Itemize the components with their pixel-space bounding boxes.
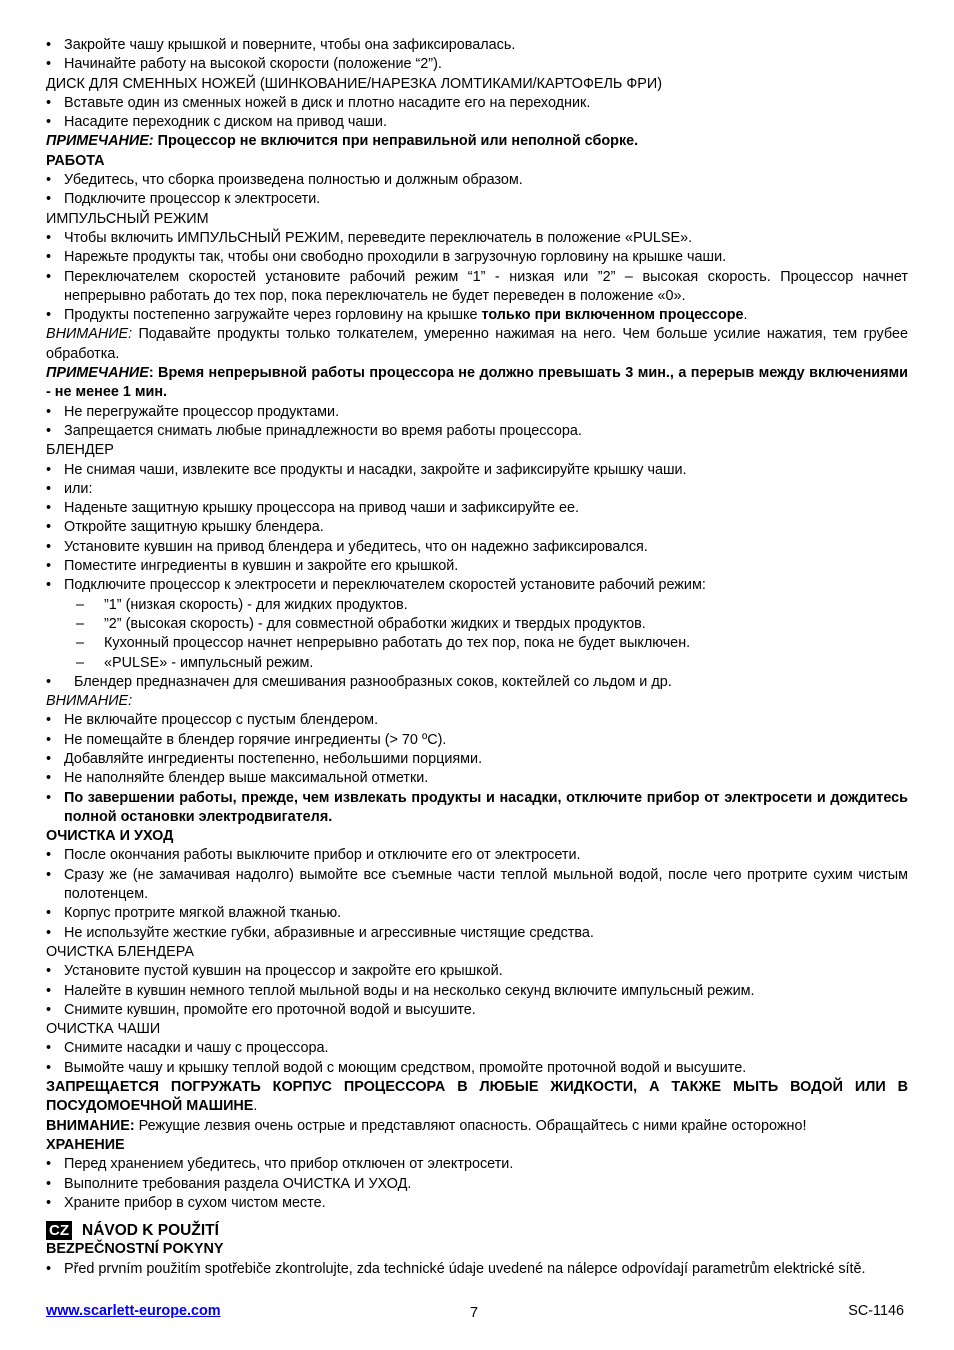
bullet-list-item	[46, 538, 908, 557]
bullet-list-item	[46, 1039, 908, 1058]
text-run: Насадите переходник с диском на привод чаши.	[64, 114, 387, 131]
text-run: или:	[64, 480, 93, 497]
language-badge: CZ	[46, 1221, 72, 1240]
text-line	[46, 827, 908, 846]
bullet-icon: •	[46, 268, 52, 285]
section-spacer	[46, 1213, 908, 1221]
bullet-list-item	[46, 36, 908, 55]
bullet-list-item	[46, 1175, 908, 1194]
bullet-list-item	[46, 789, 908, 828]
text-run: Продукты постепенно загружайте через горловину на крышке	[64, 307, 482, 324]
text-line	[46, 364, 908, 403]
text-run: По завершении работы, прежде, чем извлекать продукты и насадки, отключите прибор от электросети и дождитесь полной остановки электродвигателя.	[64, 789, 908, 825]
text-run: Подавайте продукты только толкателем, умеренно нажимая на него. Чем больше усилие нажатия, тем грубее обработка.	[46, 326, 908, 362]
bullet-icon: •	[46, 789, 52, 806]
model-number: SC-1146	[848, 1303, 904, 1319]
bullet-icon: •	[46, 1156, 52, 1173]
text-run: Добавляйте ингредиенты постепенно, небольшими порциями.	[64, 750, 483, 767]
text-line	[46, 1078, 908, 1117]
text-run: Не включайте процессор с пустым блендером.	[64, 712, 379, 729]
bullet-icon: •	[46, 461, 52, 478]
bullet-list-item	[46, 1260, 908, 1279]
bullet-icon: •	[46, 172, 52, 189]
bullet-icon: •	[46, 307, 52, 324]
dash-icon: –	[76, 654, 85, 671]
bullet-list-item	[46, 557, 908, 576]
text-run: ПРИМЕЧАНИЕ:	[46, 133, 154, 150]
dash-list-item	[46, 654, 908, 673]
bullet-icon: •	[46, 673, 52, 690]
text-run: Вымойте чашу и крышку теплой водой с моющим средством, промойте проточной водой и высушите.	[64, 1059, 747, 1076]
text-run: Начинайте работу на высокой скорости (положение “2”).	[64, 56, 442, 73]
text-run: ОЧИСТКА И УХОД	[46, 828, 174, 845]
text-run: .	[253, 1098, 258, 1115]
text-line	[46, 132, 908, 151]
text-run: Убедитесь, что сборка произведена полностью и должным образом.	[64, 172, 523, 189]
bullet-list-item	[46, 306, 908, 325]
bullet-icon: •	[46, 963, 52, 980]
bullet-icon: •	[46, 982, 52, 999]
text-run: Перед хранением убедитесь, что прибор отключен от электросети.	[64, 1156, 514, 1173]
text-run: Поместите ингредиенты в кувшин и закройте его крышкой.	[64, 558, 459, 575]
text-line	[46, 152, 908, 171]
text-run: Před prvním použitím spotřebiče zkontrolujte, zda technické údaje uvedené na nálepce odpovídají parametrům elektrické sítě.	[64, 1260, 866, 1277]
text-run: ДИСК ДЛЯ СМЕННЫХ НОЖЕЙ (ШИНКОВАНИЕ/НАРЕЗКА ЛОМТИКАМИ/КАРТОФЕЛЬ ФРИ)	[46, 75, 663, 92]
text-run: «PULSE» - импульсный режим.	[104, 654, 314, 671]
bullet-icon: •	[46, 1260, 52, 1277]
bullet-icon: •	[46, 847, 52, 864]
text-run: ВНИМАНИЕ:	[46, 326, 133, 343]
bullet-list-item	[46, 422, 908, 441]
bullet-list-item	[46, 190, 908, 209]
text-run: Наденьте защитную крышку процессора на привод чаши и зафиксируйте ее.	[64, 500, 579, 517]
dash-icon: –	[76, 615, 85, 632]
text-run: ВНИМАНИЕ:	[46, 1117, 135, 1134]
text-run: ИМПУЛЬСНЫЙ РЕЖИМ	[46, 210, 209, 227]
bullet-list-item	[46, 769, 908, 788]
bullet-icon: •	[46, 924, 52, 941]
bullet-list-item	[46, 499, 908, 518]
bullet-icon: •	[46, 731, 52, 748]
text-run: только при включенном процессоре	[481, 307, 744, 324]
text-line	[46, 1136, 908, 1155]
bullet-list-item	[46, 94, 908, 113]
bullet-icon: •	[46, 403, 52, 420]
bullet-icon: •	[46, 1194, 52, 1211]
text-line	[46, 1020, 908, 1039]
text-run: Выполните требования раздела ОЧИСТКА И УХОД.	[64, 1175, 412, 1192]
text-run: Кухонный процессор начнет непрерывно работать до тех пор, пока не будет выключен.	[104, 635, 691, 652]
text-run: РАБОТА	[46, 152, 105, 169]
bullet-list-item	[46, 866, 908, 905]
bullet-icon: •	[46, 1059, 52, 1076]
text-run: Закройте чашу крышкой и поверните, чтобы она зафиксировалась.	[64, 37, 516, 53]
bullet-list-item	[46, 962, 908, 981]
text-run: Установите пустой кувшин на процессор и закройте его крышкой.	[64, 963, 503, 980]
text-run: : Время непрерывной работы процессора не должно превышать 3 мин., а перерыв между включениями - не менее 1 мин.	[46, 365, 908, 401]
bullet-icon: •	[46, 229, 52, 246]
bullet-icon: •	[46, 191, 52, 208]
text-line	[46, 75, 908, 94]
text-run: Не наполняйте блендер выше максимальной отметки.	[64, 770, 429, 787]
bullet-icon: •	[46, 519, 52, 536]
bullet-icon: •	[46, 249, 52, 266]
text-run: Процессор не включится при неправильной или неполной сборке.	[153, 133, 639, 150]
dash-list-item	[46, 634, 908, 653]
text-line	[46, 210, 908, 229]
text-run: .	[743, 307, 748, 324]
section-title: NÁVOD K POUŽITÍ	[82, 1222, 219, 1240]
text-run: Подключите процессор к электросети.	[64, 191, 321, 208]
text-run: ОЧИСТКА БЛЕНДЕРА	[46, 943, 194, 960]
text-run: Подключите процессор к электросети и переключателем скоростей установите рабочий режим:	[64, 577, 706, 594]
bullet-icon: •	[46, 56, 52, 73]
bullet-list-item	[46, 711, 908, 730]
bullet-icon: •	[46, 500, 52, 517]
text-run: Переключателем скоростей установите рабочий режим “1” - низкая или ”2” – высокая скорость. Процессор начнет непрерывно работать до тех пор, пока переключатель не будет переведен в положение «0».	[64, 268, 908, 304]
text-run: После окончания работы выключите прибор и отключите его от электросети.	[64, 847, 581, 864]
bullet-icon: •	[46, 905, 52, 922]
bullet-list-item	[46, 750, 908, 769]
bullet-list-item	[46, 1001, 908, 1020]
page-number: 7	[470, 1305, 479, 1321]
bullet-list-item	[46, 268, 908, 307]
bullet-icon: •	[46, 866, 52, 883]
bullet-list-item	[46, 113, 908, 132]
text-run: Блендер предназначен для смешивания разнообразных соков, коктейлей со льдом и др.	[74, 673, 672, 690]
bullet-icon: •	[46, 422, 52, 439]
bullet-list-item	[46, 576, 908, 595]
text-line	[46, 441, 908, 460]
text-line	[46, 943, 908, 962]
bullet-list-item	[46, 55, 908, 74]
text-run: Храните прибор в сухом чистом месте.	[64, 1194, 326, 1211]
text-run: Не снимая чаши, извлеките все продукты и насадки, закройте и зафиксируйте крышку чаши.	[64, 461, 687, 478]
text-run: ОЧИСТКА ЧАШИ	[46, 1021, 161, 1038]
text-run: Чтобы включить ИМПУЛЬСНЫЙ РЕЖИМ, переведите переключатель в положение «PULSE».	[64, 229, 693, 246]
dash-list-item	[46, 615, 908, 634]
bullet-list-item	[46, 673, 908, 692]
text-run: ”2” (высокая скорость) - для совместной обработки жидких и твердых продуктов.	[104, 615, 646, 632]
text-run: Сразу же (не замачивая надолго) вымойте все съемные части теплой мыльной водой, после чего протрите сухим чистым полотенцем.	[64, 866, 908, 903]
bullet-icon: •	[46, 94, 52, 111]
text-run: Откройте защитную крышку блендера.	[64, 519, 324, 536]
text-line	[46, 1240, 908, 1259]
text-line	[46, 1117, 908, 1136]
bullet-list-item	[46, 924, 908, 943]
bullet-icon: •	[46, 1040, 52, 1057]
text-run: Режущие лезвия очень острые и представляют опасность. Обращайтесь с ними крайне осторожно!	[134, 1117, 807, 1134]
bullet-list-item	[46, 731, 908, 750]
text-run: Налейте в кувшин немного теплой мыльной воды и на несколько секунд включите импульсный режим.	[64, 982, 755, 999]
text-run: Установите кувшин на привод блендера и убедитесь, что он надежно зафиксировался.	[64, 538, 648, 555]
text-run: Снимите насадки и чашу с процессора.	[64, 1040, 329, 1057]
bullet-list-item	[46, 461, 908, 480]
bullet-icon: •	[46, 712, 52, 729]
bullet-icon: •	[46, 114, 52, 131]
bullet-icon: •	[46, 577, 52, 594]
bullet-icon: •	[46, 558, 52, 575]
bullet-list-item	[46, 1194, 908, 1213]
text-run: ЗАПРЕЩАЕТСЯ ПОГРУЖАТЬ КОРПУС ПРОЦЕССОРА В ЛЮБЫЕ ЖИДКОСТИ, А ТАКЖЕ МЫТЬ ВОДОЙ ИЛИ В ПОСУДОМОЕЧНОЙ МАШИНЕ	[46, 1079, 908, 1115]
bullet-list-item	[46, 846, 908, 865]
website-link[interactable]: www.scarlett-europe.com	[46, 1303, 221, 1319]
bullet-icon: •	[46, 750, 52, 767]
bullet-list-item	[46, 904, 908, 923]
text-run: Не перегружайте процессор продуктами.	[64, 403, 340, 420]
text-run: Корпус протрите мягкой влажной тканью.	[64, 905, 342, 922]
text-run: Не используйте жесткие губки, абразивные и агрессивные чистящие средства.	[64, 924, 594, 941]
text-run: ПРИМЕЧАНИЕ	[46, 365, 149, 382]
text-line	[46, 325, 908, 364]
bullet-icon: •	[46, 1001, 52, 1018]
bullet-list-item	[46, 1059, 908, 1078]
bullet-icon: •	[46, 770, 52, 787]
text-run: Не помещайте в блендер горячие ингредиенты (> 70 ºС).	[64, 731, 447, 748]
document-body	[46, 36, 908, 1279]
text-run: ХРАНЕНИЕ	[46, 1136, 125, 1153]
text-run: ”1” (низкая скорость) - для жидких продуктов.	[104, 596, 408, 613]
dash-icon: –	[76, 635, 85, 652]
text-run: Запрещается снимать любые принадлежности во время работы процессора.	[64, 422, 582, 439]
bullet-icon: •	[46, 1175, 52, 1192]
text-run: BEZPEČNOSTNÍ POKYNY	[46, 1241, 224, 1258]
text-run: Снимите кувшин, промойте его проточной водой и высушите.	[64, 1001, 476, 1018]
bullet-icon: •	[46, 37, 52, 53]
dash-icon: –	[76, 596, 85, 613]
bullet-icon: •	[46, 480, 52, 497]
bullet-list-item	[46, 518, 908, 537]
text-run: ВНИМАНИЕ:	[46, 693, 133, 710]
bullet-list-item	[46, 982, 908, 1001]
bullet-list-item	[46, 480, 908, 499]
bullet-list-item	[46, 1155, 908, 1174]
text-line	[46, 692, 908, 711]
dash-list-item	[46, 596, 908, 615]
text-run: Нарежьте продукты так, чтобы они свободно проходили в загрузочную горловину на крышке чаши.	[64, 249, 727, 266]
text-run: БЛЕНДЕР	[46, 442, 114, 459]
text-run: Вставьте один из сменных ножей в диск и плотно насадите его на переходник.	[64, 94, 591, 111]
bullet-list-item	[46, 229, 908, 248]
section-heading-cz	[46, 1221, 908, 1240]
bullet-list-item	[46, 248, 908, 267]
bullet-icon: •	[46, 538, 52, 555]
bullet-list-item	[46, 403, 908, 422]
bullet-list-item	[46, 171, 908, 190]
